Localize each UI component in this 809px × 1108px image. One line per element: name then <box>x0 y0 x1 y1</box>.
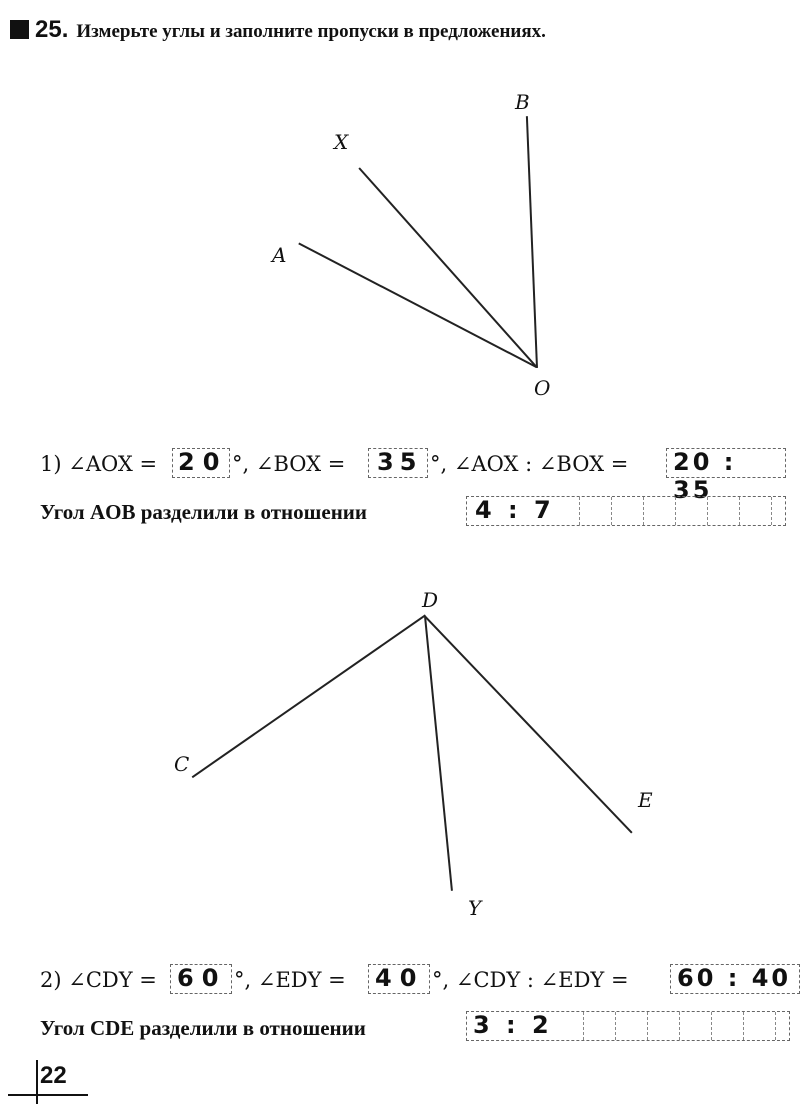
q1-sentence: Угол AOB разделили в отношении <box>40 500 367 524</box>
q1-aox-field[interactable] <box>172 448 230 478</box>
q2-answer-cell <box>663 1012 680 1040</box>
q2-answer-cell <box>567 1012 584 1040</box>
q2-sentence: Угол CDE разделили в отношении <box>40 1016 366 1040</box>
q1-box-field[interactable] <box>368 448 428 478</box>
label-X: X <box>334 130 349 154</box>
page-number-divider <box>36 1060 38 1104</box>
ray-DE <box>425 616 633 834</box>
q1-aox-value: 20 <box>178 448 228 476</box>
q2-deg2: °, ∠CDY : ∠EDY = <box>432 968 629 992</box>
label-C: C <box>174 752 190 776</box>
ray-OB <box>526 116 538 368</box>
q2-answer-field[interactable] <box>466 1011 790 1041</box>
q1-answer-cell <box>563 497 580 525</box>
q1-answer-cell <box>595 497 612 525</box>
q2-answer-cell <box>727 1012 744 1040</box>
q1-answer-cell <box>627 497 644 525</box>
q2-cdy-value: 60 <box>177 964 227 992</box>
q1-ratio-field[interactable] <box>666 448 786 504</box>
q2-answer-cell <box>599 1012 616 1040</box>
q2-answer-cell <box>695 1012 712 1040</box>
q2-deg1: °, ∠EDY = <box>234 968 346 992</box>
q1-answer-cell <box>723 497 740 525</box>
page-number: 22 <box>40 1062 67 1089</box>
label-B: B <box>515 90 530 114</box>
q1-ratio-value: 20 : 35 <box>673 448 737 504</box>
ray-OA <box>298 242 537 368</box>
q2-edy-value: 40 <box>375 964 425 992</box>
ray-DC <box>192 614 426 778</box>
q1-answer-cell <box>659 497 676 525</box>
ray-OX <box>358 167 537 368</box>
q1-deg1: °, ∠BOX = <box>232 452 346 476</box>
q1-answer-cell <box>691 497 708 525</box>
label-A: A <box>272 243 287 267</box>
label-O: O <box>534 376 551 400</box>
q1-answer-cell <box>755 497 772 525</box>
label-Y: Y <box>468 896 482 920</box>
q1-box-value: 35 <box>377 448 423 476</box>
task-header <box>10 16 546 44</box>
q2-answer-cell <box>759 1012 776 1040</box>
q1-answer-field[interactable] <box>466 496 786 526</box>
q1-prefix: 1) ∠AOX = <box>40 452 158 476</box>
label-E: E <box>638 788 653 812</box>
q1-deg2: °, ∠AOX : ∠BOX = <box>430 452 629 476</box>
page-number-rule <box>8 1094 88 1096</box>
q2-ratio-value: 60 : 40 <box>677 964 792 992</box>
q2-edy-field[interactable] <box>368 964 430 994</box>
ray-DY <box>424 616 453 891</box>
q1-answer-value: 4 : 7 <box>475 496 555 524</box>
q2-cdy-field[interactable] <box>170 964 232 994</box>
q2-answer-cell <box>631 1012 648 1040</box>
q2-ratio-field[interactable] <box>670 964 800 994</box>
task-instruction: Измерьте углы и заполните пропуски в предложениях. <box>76 21 546 42</box>
q2-prefix: 2) ∠CDY = <box>40 968 157 992</box>
q2-answer-value: 3 : 2 <box>473 1011 553 1039</box>
task-marker-icon <box>10 20 29 39</box>
label-D: D <box>422 588 439 612</box>
task-number: 25. <box>35 16 69 43</box>
